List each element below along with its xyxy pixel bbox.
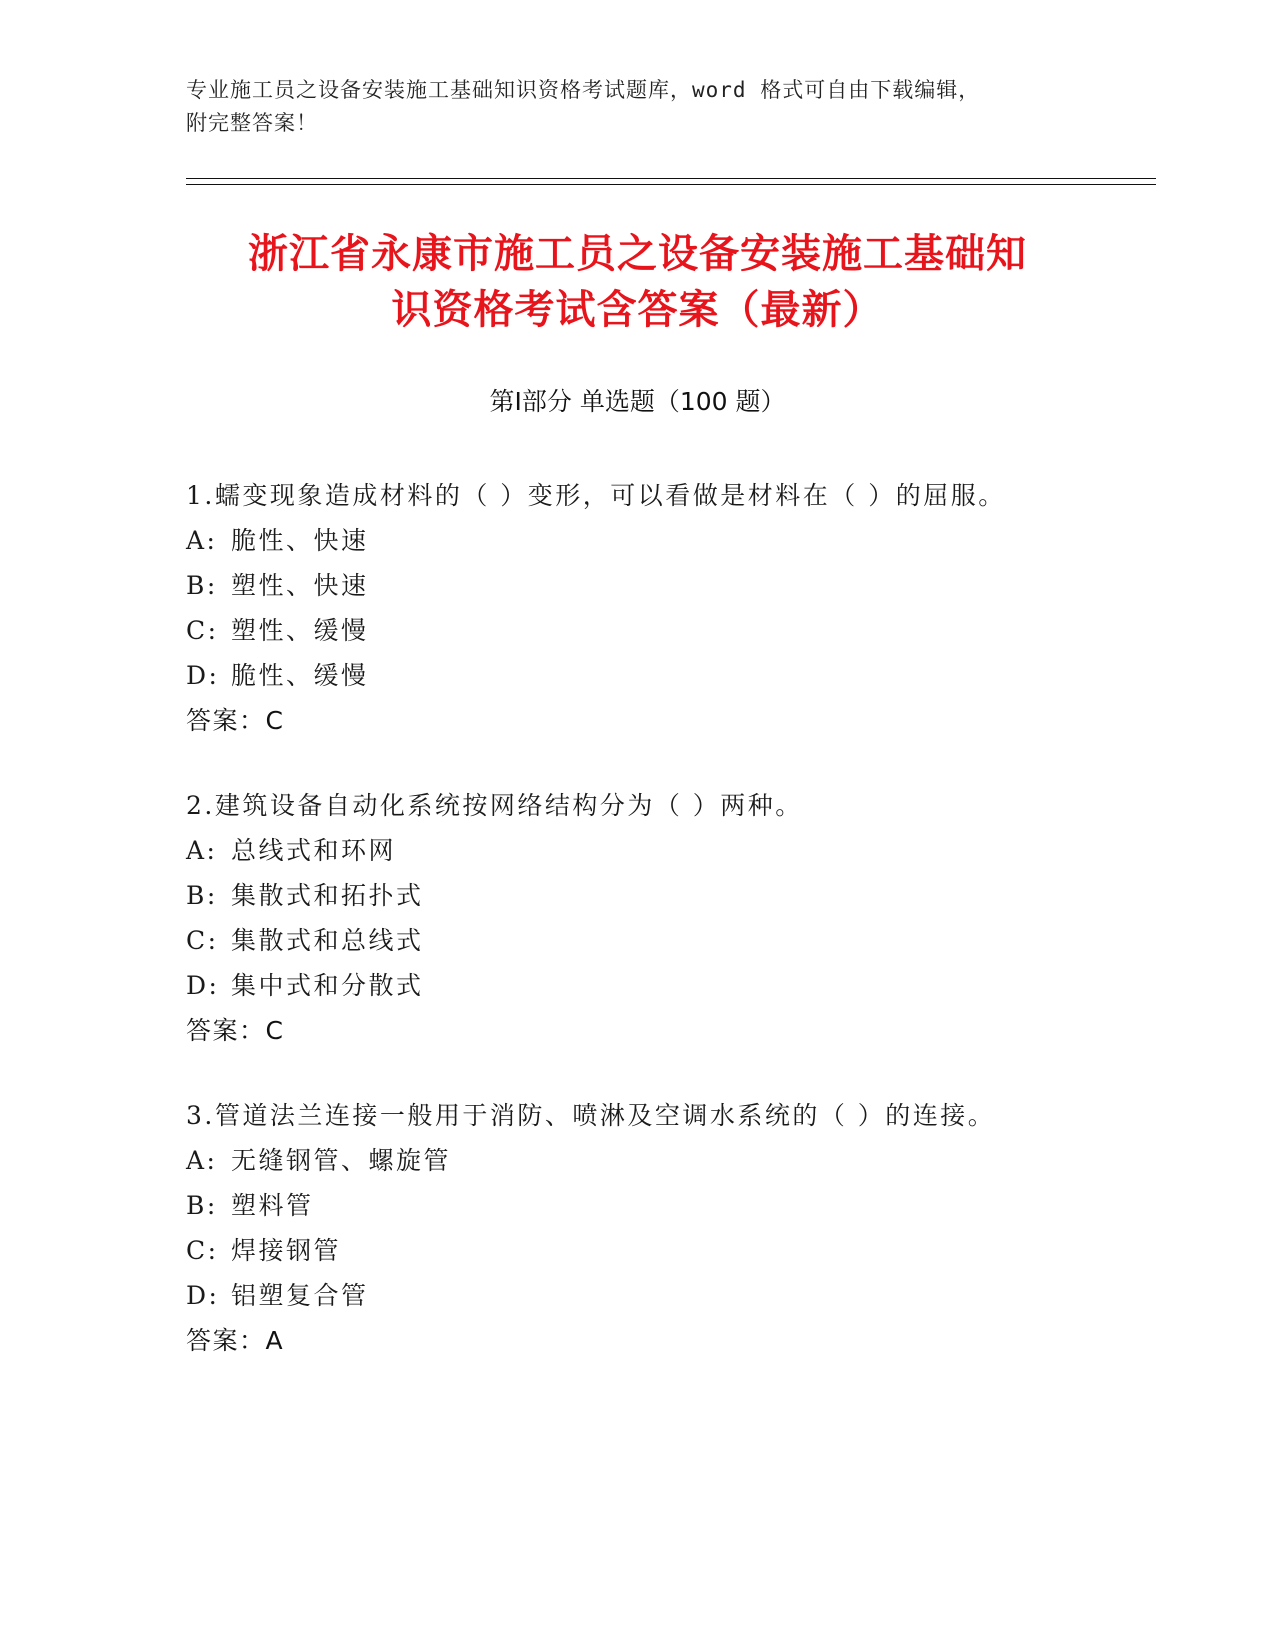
option-b [186, 873, 1146, 918]
option-key: D: [186, 661, 220, 690]
option-text: 总线式和环网 [231, 836, 397, 865]
option-d [186, 1273, 1146, 1318]
option-text: 集散式和总线式 [231, 926, 424, 955]
header-note [186, 74, 1086, 140]
document-title-line-2: 识资格考试含答案（最新） [391, 287, 884, 333]
option-b [186, 563, 1146, 608]
option-text: 铝塑复合管 [231, 1281, 369, 1310]
question-3 [186, 1093, 1146, 1363]
option-d [186, 963, 1146, 1008]
option-key: B: [186, 881, 218, 910]
option-key: C: [186, 1236, 219, 1265]
question-stem: 3.管道法兰连接一般用于消防、喷淋及空调水系统的（ ）的连接。 [186, 1101, 996, 1130]
document-title-line-1: 浙江省永康市施工员之设备安装施工基础知 [248, 231, 1027, 277]
document-title [150, 226, 1125, 338]
section-title: 第Ⅰ部分 单选题（100 题） [489, 387, 786, 416]
question-list [186, 473, 1146, 1403]
option-key: B: [186, 1191, 218, 1220]
option-key: A: [186, 526, 218, 555]
option-key: C: [186, 926, 219, 955]
option-text: 塑性、快速 [231, 571, 369, 600]
option-a [186, 518, 1146, 563]
option-key: A: [186, 836, 218, 865]
answer-line: 答案：C [186, 1016, 285, 1045]
option-c [186, 918, 1146, 963]
option-text: 塑料管 [231, 1191, 314, 1220]
question-stem: 1.蠕变现象造成材料的（ ）变形，可以看做是材料在（ ）的屈服。 [186, 481, 1006, 510]
header-note-line-2: 附完整答案！ [186, 111, 318, 135]
option-key: D: [186, 971, 220, 1000]
option-text: 无缝钢管、螺旋管 [231, 1146, 452, 1175]
option-text: 塑性、缓慢 [231, 616, 369, 645]
question-1 [186, 473, 1146, 743]
option-key: C: [186, 616, 219, 645]
header-divider-top [186, 178, 1156, 179]
header-note-line-1: 专业施工员之设备安装施工基础知识资格考试题库，word 格式可自由下载编辑， [186, 78, 981, 102]
option-c [186, 1228, 1146, 1273]
option-a [186, 1138, 1146, 1183]
header-divider-bottom [186, 184, 1156, 185]
answer-line: 答案：C [186, 706, 285, 735]
option-key: B: [186, 571, 218, 600]
option-text: 集中式和分散式 [231, 971, 424, 1000]
option-d [186, 653, 1146, 698]
option-c [186, 608, 1146, 653]
option-key: A: [186, 1146, 218, 1175]
option-a [186, 828, 1146, 873]
question-2 [186, 783, 1146, 1053]
option-key: D: [186, 1281, 220, 1310]
option-text: 焊接钢管 [231, 1236, 342, 1265]
question-stem: 2.建筑设备自动化系统按网络结构分为（ ）两种。 [186, 791, 803, 820]
option-text: 脆性、快速 [231, 526, 369, 555]
option-text: 脆性、缓慢 [231, 661, 369, 690]
option-text: 集散式和拓扑式 [231, 881, 424, 910]
answer-line: 答案：A [186, 1326, 285, 1355]
option-b [186, 1183, 1146, 1228]
